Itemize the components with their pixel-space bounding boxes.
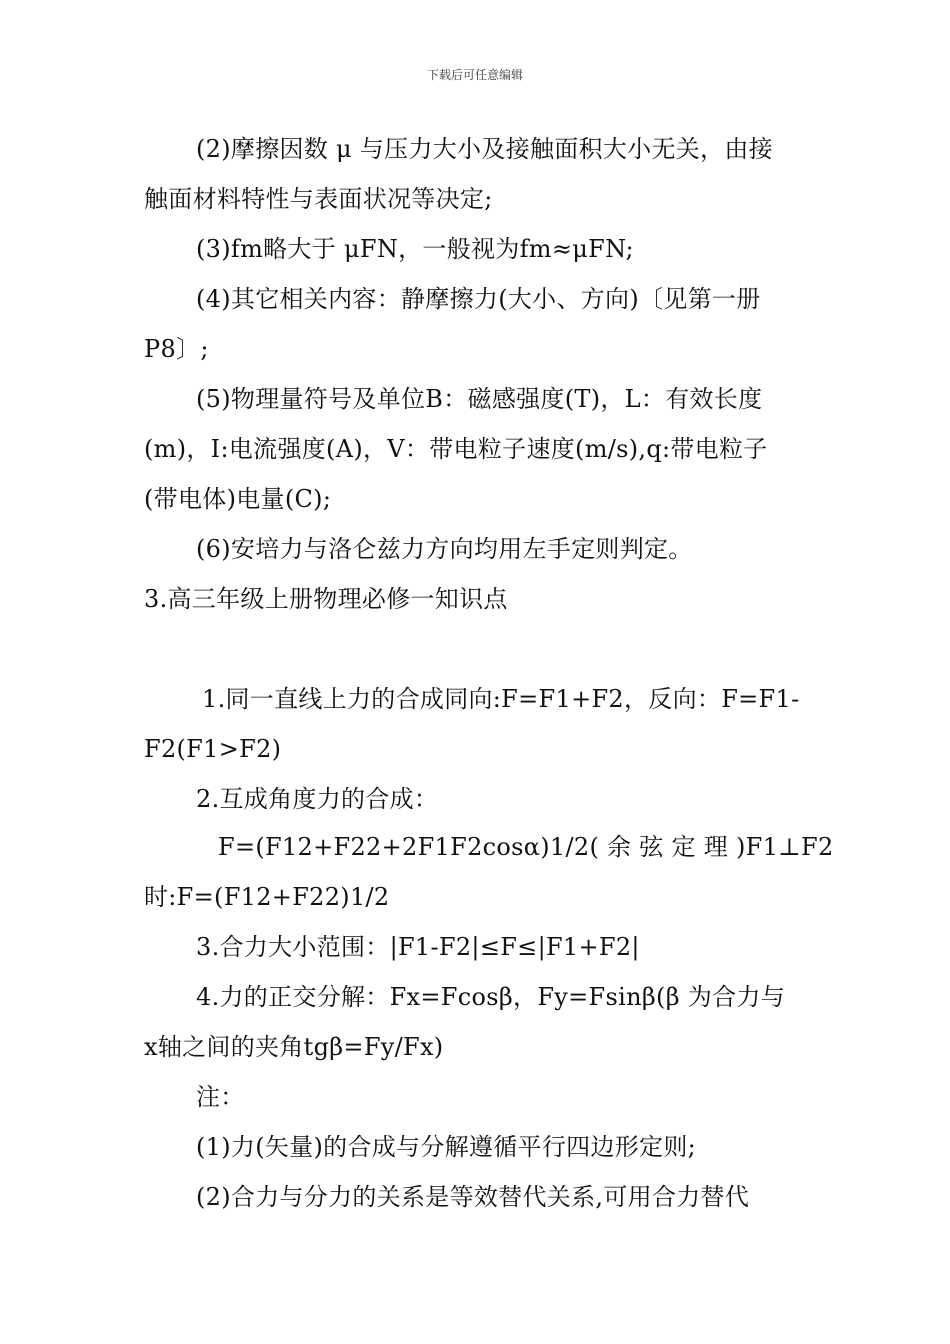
paragraph-line: (3)fm略大于 μFN，一般视为fm≈μFN; [196, 235, 634, 263]
paragraph-line: (m)，I:电流强度(A)，V：带电粒子速度(m/s),q:带电粒子 [144, 435, 768, 463]
paragraph-line: x轴之间的夹角tgβ=Fy/Fx) [144, 1033, 444, 1061]
page-header: 下载后可任意编辑 [426, 68, 523, 82]
paragraph-line: 1.同一直线上力的合成同向:F=F1+F2，反向：F=F1- [202, 685, 800, 713]
paragraph-line: (6)安培力与洛仑兹力方向均用左手定则判定。 [196, 535, 693, 563]
paragraph-line: (2)摩擦因数 μ 与压力大小及接触面积大小无关，由接 [196, 135, 773, 163]
paragraph-line: 4.力的正交分解：Fx=Fcosβ，Fy=Fsinβ(β 为合力与 [196, 983, 785, 1011]
paragraph-line: (1)力(矢量)的合成与分解遵循平行四边形定则; [196, 1133, 697, 1161]
paragraph-line: 触面材料特性与表面状况等决定; [144, 185, 493, 213]
paragraph-line: P8〕; [144, 335, 209, 363]
formula-line: 时:F=(F12+F22)1/2 [144, 883, 390, 911]
paragraph-line: 2.互成角度力的合成： [196, 785, 439, 813]
paragraph-line: (5)物理量符号及单位B：磁感强度(T)，L：有效长度 [196, 385, 763, 413]
paragraph-line: (2)合力与分力的关系是等效替代关系,可用合力替代 [196, 1183, 750, 1211]
paragraph-line: (4)其它相关内容：静摩擦力(大小、方向)〔见第一册 [196, 285, 761, 313]
paragraph-line: F2(F1>F2) [144, 735, 282, 763]
section-heading: 3.高三年级上册物理必修一知识点 [144, 585, 508, 613]
formula-line: F=(F12+F22+2F1F2cosα)1/2( 余 弦 定 理 )F1⊥F2 [218, 833, 834, 861]
paragraph-line: (带电体)电量(C); [144, 485, 332, 513]
note-label: 注： [196, 1083, 245, 1111]
paragraph-line: 3.合力大小范围：|F1-F2|≤F≤|F1+F2| [196, 933, 640, 961]
